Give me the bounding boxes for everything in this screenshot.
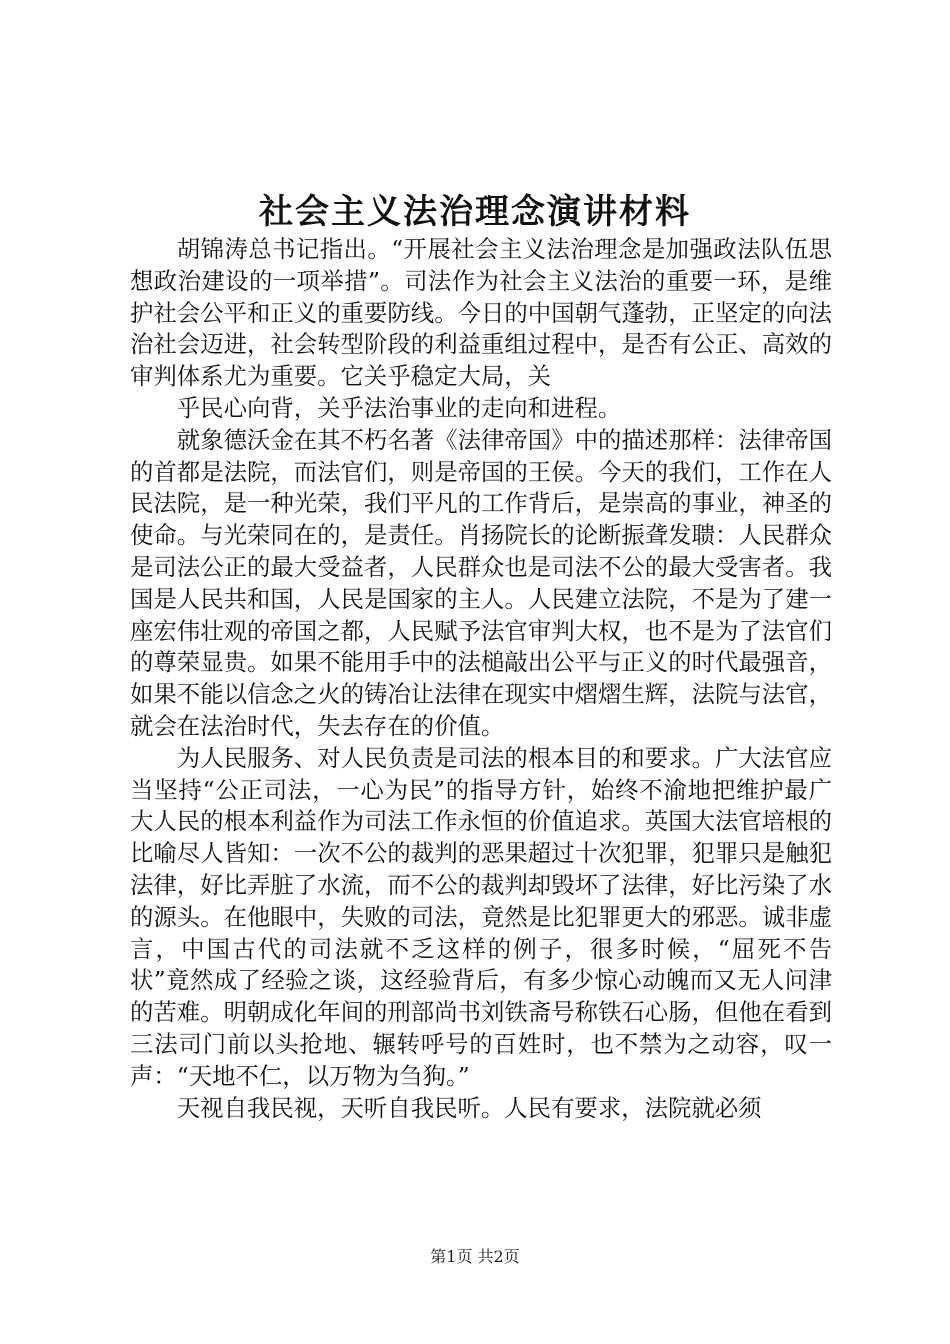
document-body bbox=[130, 234, 832, 1124]
paragraph: 就象德沃金在其不朽名著《法律帝国》中的描述那样：法律帝国的首都是法院，而法官们，则是帝国的王侯。今天的我们，工作在人民法院，是一种光荣，我们平凡的工作背后，是崇高的事业，神圣的使命。与光荣同在的，是责任。肖扬院长的论断振聋发聩：人民群众是司法公正的最大受益者，人民群众也是司法不公的最大受害者。我国是人民共和国，人民是国家的主人。人民建立法院，不是为了建一座宏伟壮观的帝国之都，人民赋予法官审判大权，也不是为了法官们的尊荣显贵。如果不能用手中的法槌敲出公平与正义的时代最强音，如果不能以信念之火的铸冶让法律在现实中熠熠生辉，法院与法官，就会在法治时代，失去存在的价值。 bbox=[130, 425, 832, 740]
document-title: 社会主义法治理念演讲材料 bbox=[259, 192, 691, 232]
paragraph: 乎民心向背，关乎法治事业的走向和进程。 bbox=[176, 393, 622, 422]
paragraph: 天视自我民视，天听自我民听。人民有要求，法院就必须 bbox=[176, 1093, 762, 1122]
page-number-footer: 第1页 共2页 bbox=[430, 1247, 520, 1266]
paragraph: 胡锦涛总书记指出。“开展社会主义法治理念是加强政法队伍思想政治建设的一项举措”。司法作为社会主义法治的重要一环，是维护社会公平和正义的重要防线。今日的中国朝气蓬勃，正坚定的向法治社会迈进，社会转型阶段的利益重组过程中，是否有公正、高效的审判体系尤为重要。它关乎稳定大局，关 bbox=[130, 235, 832, 391]
paragraph: 为人民服务、对人民负责是司法的根本目的和要求。广大法官应当坚持“公正司法，一心为民”的指导方针，始终不渝地把维护最广大人民的根本利益作为司法工作永恒的价值追求。英国大法官培根的比喻尽人皆知：一次不公的裁判的恶果超过十次犯罪，犯罪只是触犯法律，好比弄脏了水流，而不公的裁判却毁坏了法律，好比污染了水的源头。在他眼中，失败的司法，竟然是比犯罪更大的邪恶。诚非虚言，中国古代的司法就不乏这样的例子，很多时候，“屈死不告状”竟然成了经验之谈，这经验背后，有多少惊心动魄而又无人问津的苦难。明朝成化年间的刑部尚书刘铁斋号称铁石心肠，但他在看到三法司门前以头抢地、辗转呼号的百姓时，也不禁为之动容，叹一声：“天地不仁，以万物为刍狗。” bbox=[130, 743, 832, 1090]
